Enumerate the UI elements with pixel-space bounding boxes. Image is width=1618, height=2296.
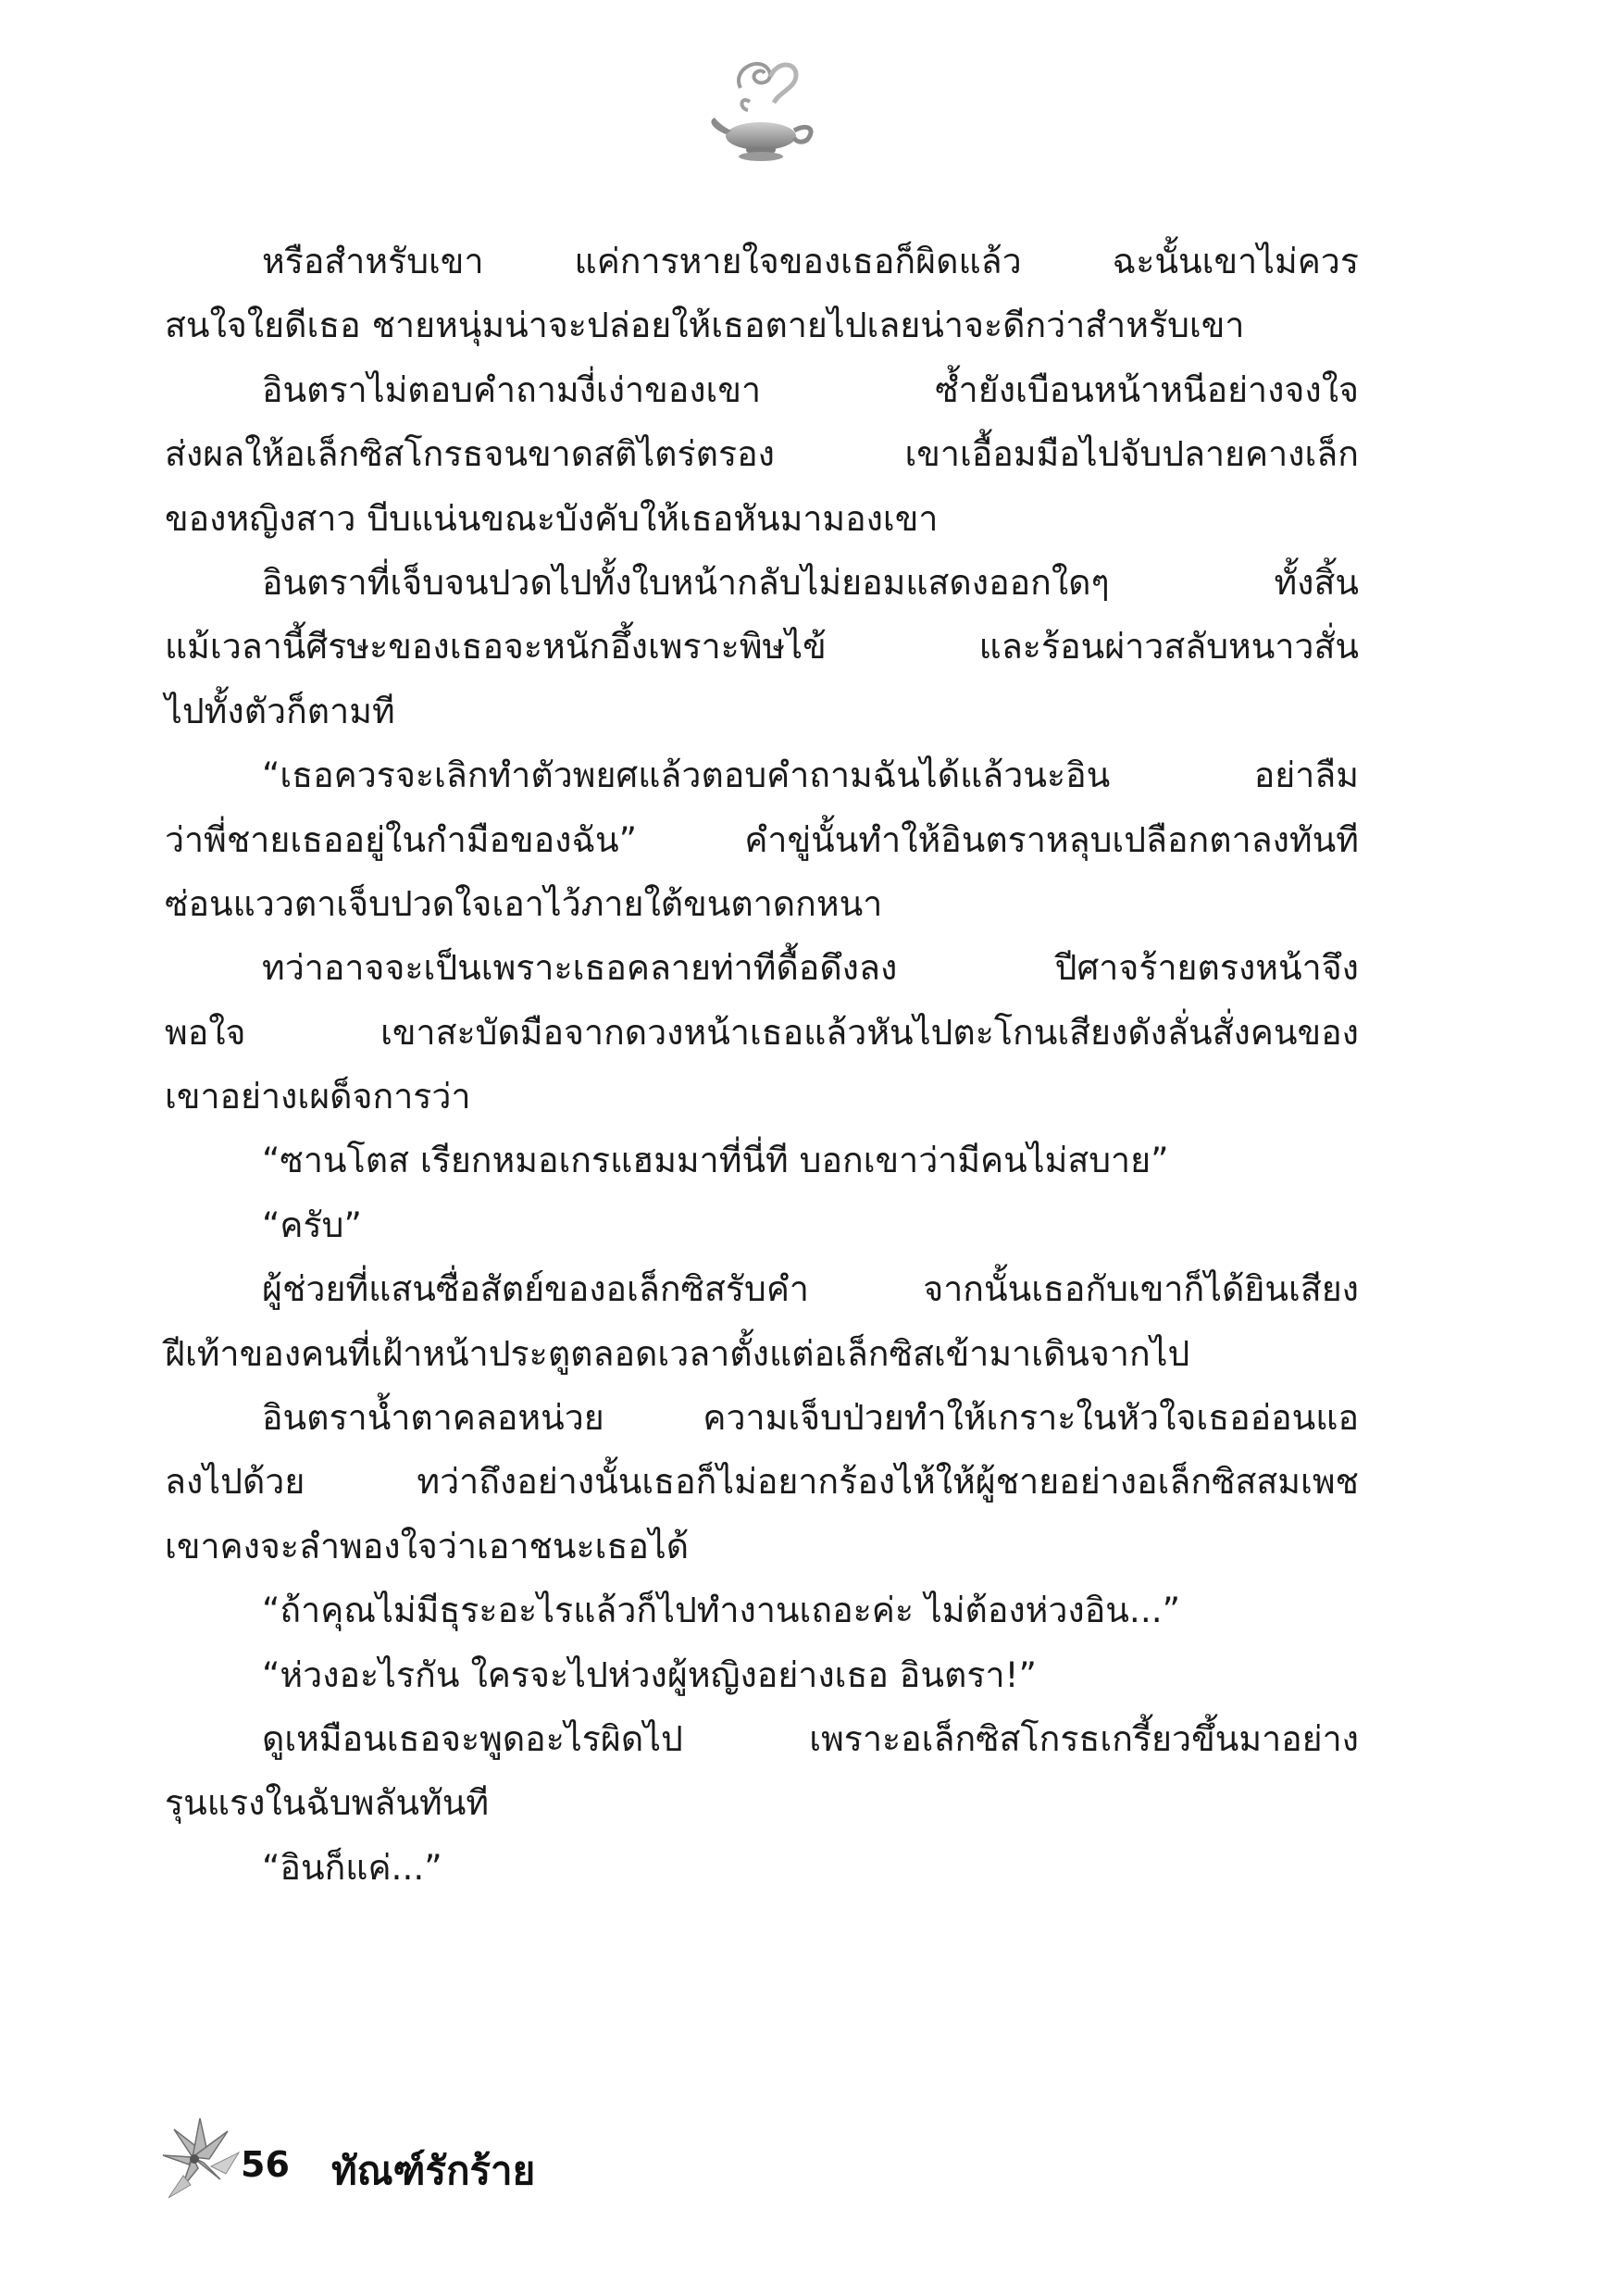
text-line: ส่งผลให้อเล็กซิสโกรธจนขาดสติไตร่ตรอง เขาเอื้อมมือไปจับปลายคางเล็ก bbox=[165, 433, 1359, 475]
text-line: “ครับ” bbox=[262, 1204, 362, 1245]
text-line: ลงไปด้วย ทว่าถึงอย่างนั้นเธอก็ไม่อยากร้องไห้ให้ผู้ชายอย่างอเล็กซิสสมเพช bbox=[165, 1461, 1359, 1503]
text-line: “อินก็แค่...” bbox=[262, 1846, 442, 1888]
text-line: อินตราน้ำตาคลอหน่วย ความเจ็บป่วยทำให้เกราะในหัวใจเธออ่อนแอ bbox=[262, 1397, 1359, 1439]
text-line: ว่าพี่ชายเธออยู่ในกำมือของฉัน” คำขู่นั้นทำให้อินตราหลุบเปลือกตาลงทันที bbox=[165, 818, 1359, 860]
text-line: ดูเหมือนเธอจะพูดอะไรผิดไป เพราะอเล็กซิสโกรธเกรี้ยวขึ้นมาอย่าง bbox=[262, 1717, 1359, 1759]
page-body-text bbox=[165, 230, 1359, 1900]
page-number: 56 bbox=[241, 2144, 290, 2185]
text-line: รุนแรงในฉับพลันทันที bbox=[165, 1782, 490, 1824]
text-line: ไปทั้งตัวก็ตามที bbox=[165, 690, 395, 731]
text-line: หรือสำหรับเขา แค่การหายใจของเธอก็ผิดแล้ว ฉะนั้นเขาไม่ควร bbox=[262, 241, 1359, 281]
text-line: “ถ้าคุณไม่มีธุระอะไรแล้วก็ไปทำงานเถอะค่ะ ไม่ต้องห่วงอิน...” bbox=[262, 1590, 1181, 1631]
lily-flower-icon bbox=[156, 2111, 253, 2203]
page-footer bbox=[156, 2111, 711, 2203]
text-line: ฝีเท้าของคนที่เฝ้าหน้าประตูตลอดเวลาตั้งแต่อเล็กซิสเข้ามาเดินจากไป bbox=[165, 1332, 1190, 1374]
text-line: อินตราที่เจ็บจนปวดไปทั้งใบหน้ากลับไม่ยอมแสดงออกใดๆ ทั้งสิ้น bbox=[262, 561, 1359, 603]
text-line: อินตราไม่ตอบคำถามงี่เง่าของเขา ซ้ำยังเบือนหน้าหนีอย่างจงใจ bbox=[262, 368, 1359, 410]
text-line: “เธอควรจะเลิกทำตัวพยศแล้วตอบคำถามฉันได้แล้วนะอิน อย่าลืม bbox=[262, 755, 1359, 796]
text-line: ผู้ช่วยที่แสนซื่อสัตย์ของอเล็กซิสรับคำ จากนั้นเธอกับเขาก็ได้ยินเสียง bbox=[262, 1268, 1359, 1310]
book-title: ทัณฑ์รักร้าย bbox=[331, 2148, 536, 2193]
text-line: สนใจใยดีเธอ ชายหนุ่มน่าจะปล่อยให้เธอตายไปเลยน่าจะดีกว่าสำหรับเขา bbox=[165, 305, 1245, 346]
text-line: ทว่าอาจจะเป็นเพราะเธอคลายท่าทีดื้อดึงลง ปีศาจร้ายตรงหน้าจึง bbox=[262, 947, 1359, 989]
text-line: พอใจ เขาสะบัดมือจากดวงหน้าเธอแล้วหันไปตะโกนเสียงดังลั่นสั่งคนของ bbox=[165, 1011, 1359, 1053]
text-line: ซ่อนแววตาเจ็บปวดใจเอาไว้ภายใต้ขนตาดกหนา bbox=[165, 882, 883, 924]
text-line: “ซานโตส เรียกหมอเกรแฮมมาที่นี่ที บอกเขาว่ามีคนไม่สบาย” bbox=[262, 1140, 1169, 1181]
text-line: เขาคงจะลำพองใจว่าเอาชนะเธอได้ bbox=[165, 1525, 690, 1566]
text-line: “ห่วงอะไรกัน ใครจะไปห่วงผู้หญิงอย่างเธอ อินตรา!” bbox=[262, 1653, 1037, 1695]
genie-lamp-icon bbox=[703, 51, 819, 167]
text-line: เขาอย่างเผด็จการว่า bbox=[165, 1076, 471, 1117]
text-line: ของหญิงสาว บีบแน่นขณะบังคับให้เธอหันมามองเขา bbox=[165, 497, 939, 539]
text-line: แม้เวลานี้ศีรษะของเธอจะหนักอึ้งเพราะพิษไข้ และร้อนผ่าวสลับหนาวสั่น bbox=[165, 626, 1359, 668]
